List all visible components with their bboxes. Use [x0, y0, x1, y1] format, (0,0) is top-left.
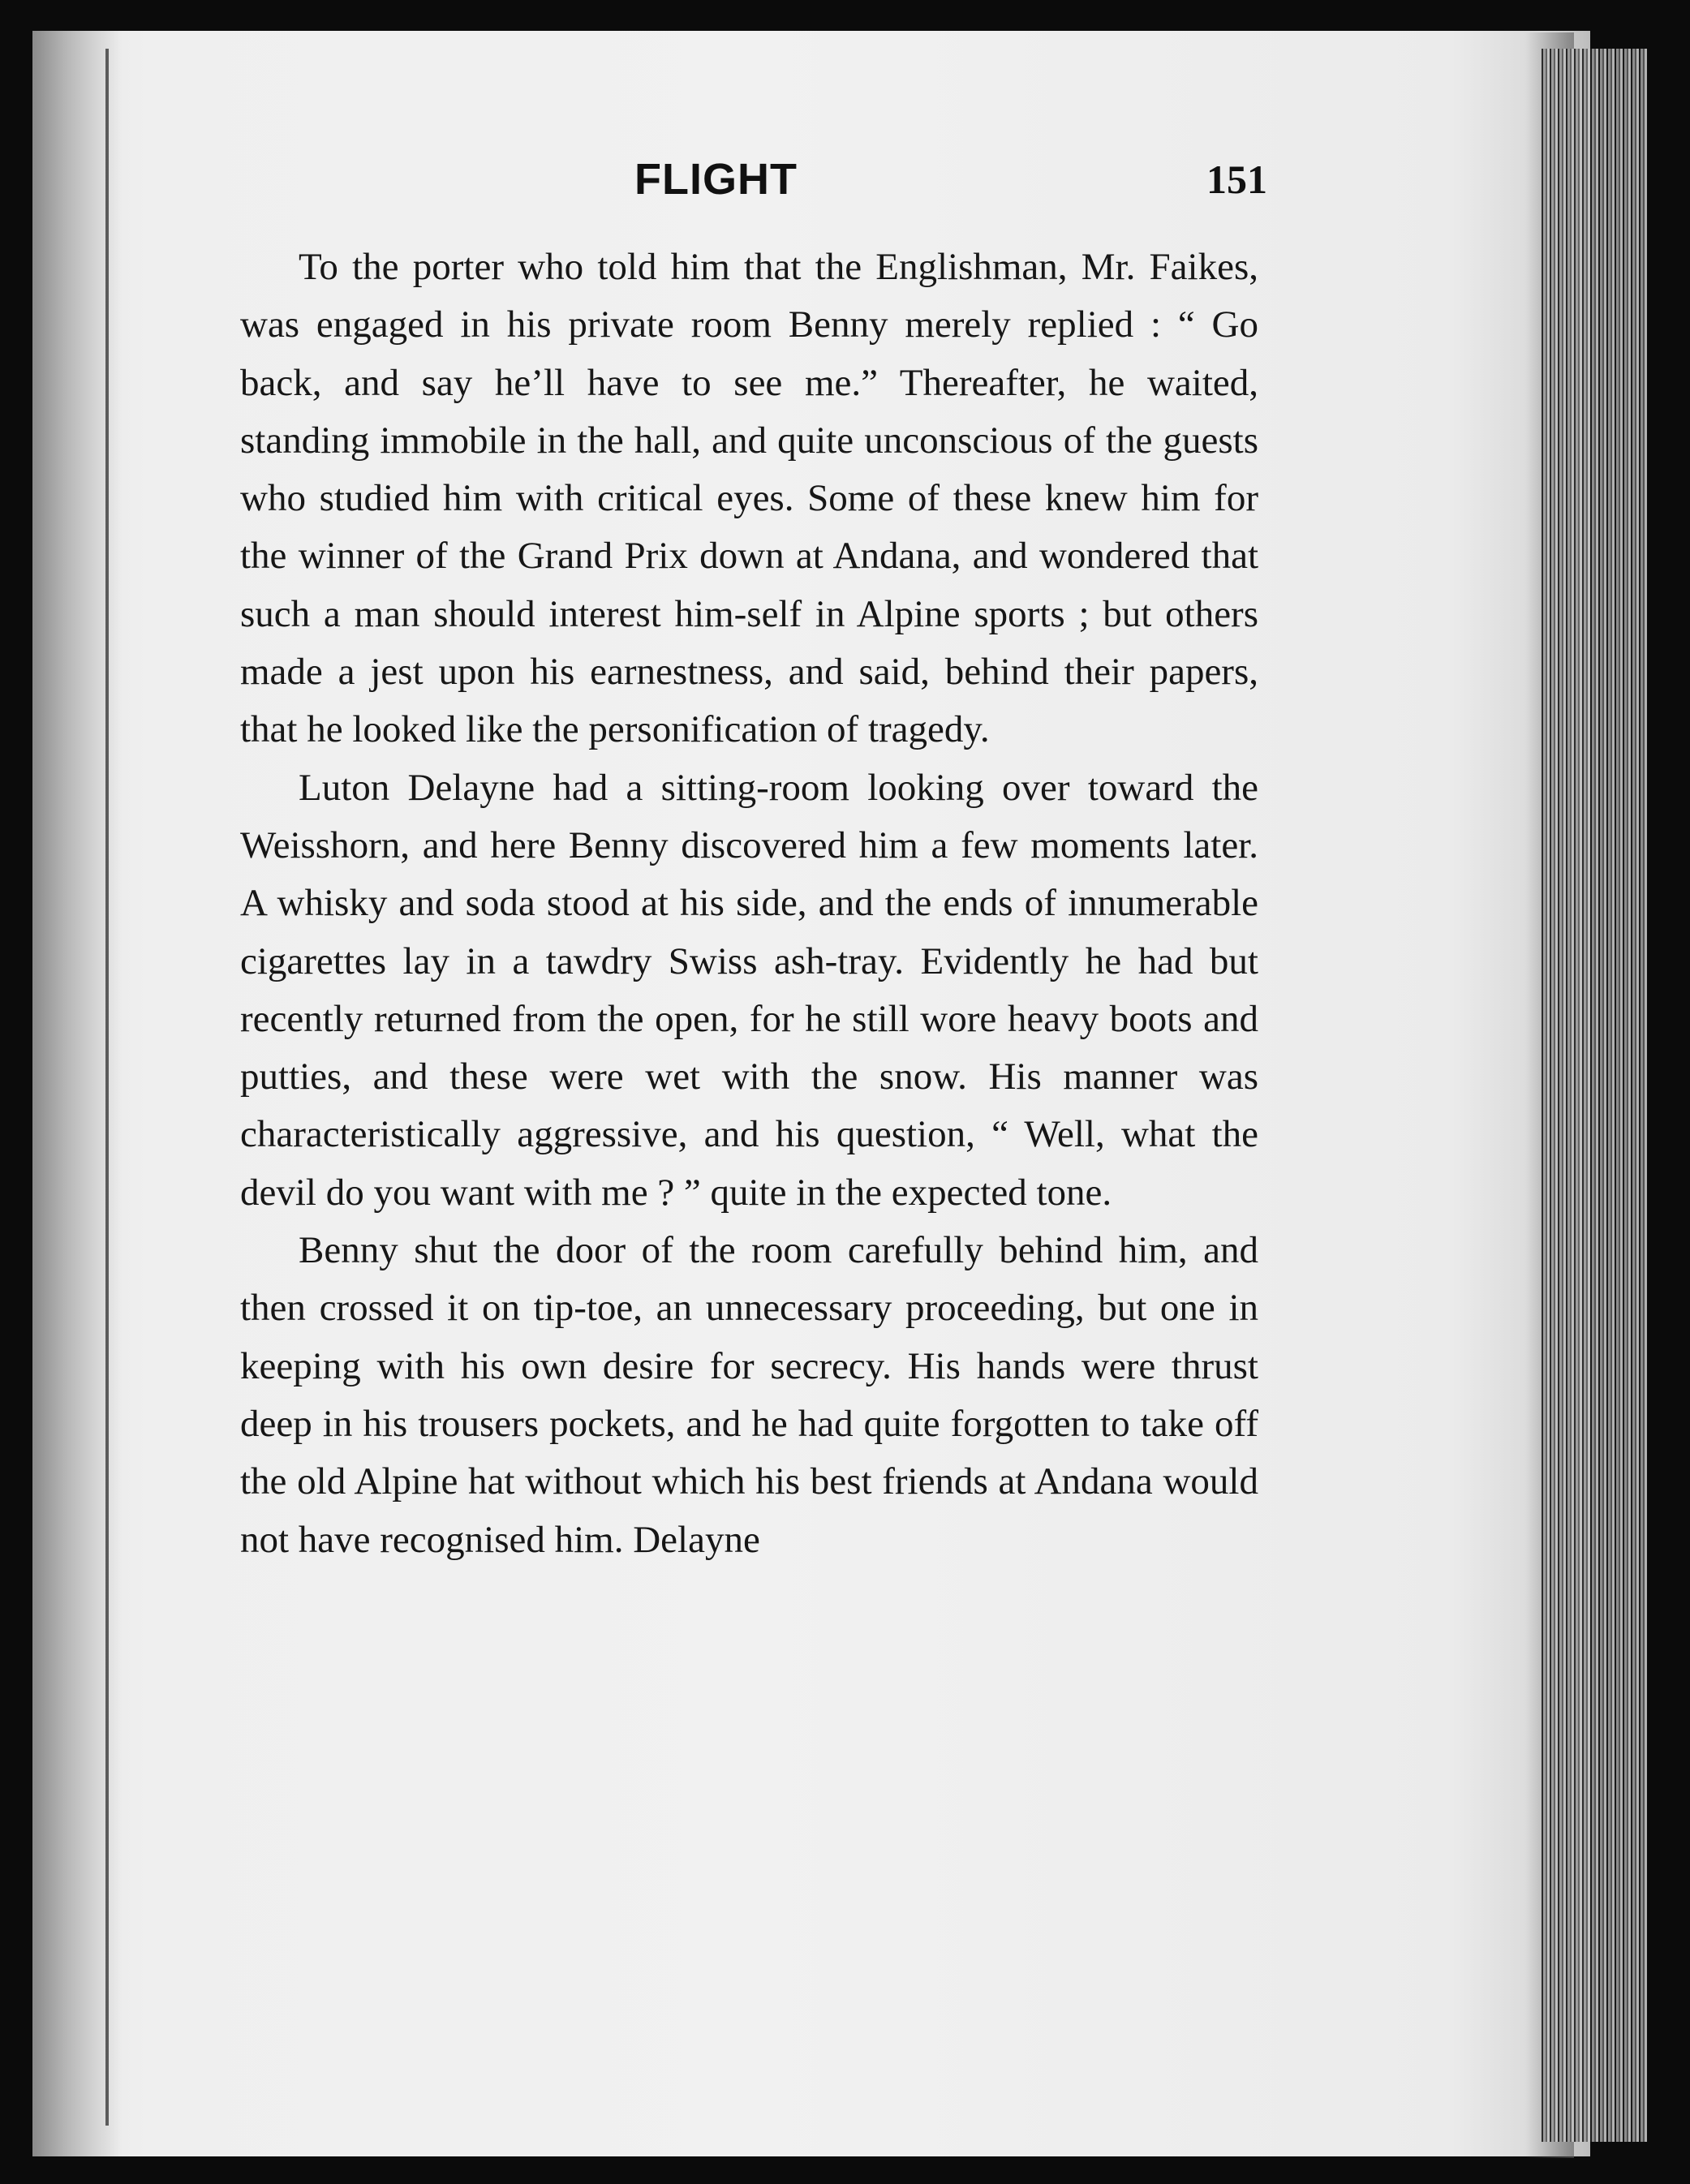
body-text — [240, 239, 1258, 1569]
page-number: 151 — [1206, 157, 1267, 202]
running-head: FLIGHT — [634, 155, 798, 204]
paragraph: Benny shut the door of the room carefully behind him, and then crossed it on tip-toe, an unnecessary proceeding, but one in keeping with his own desire for secrecy. His hands were thrust deep in his trousers pockets, and he had quite forgotten to take off the old Alpine hat without which his best friends at Andana would not have recognised him. Delayne — [240, 1229, 1258, 1561]
paragraph: Luton Delayne had a sitting-room looking over toward the Weisshorn, and here Benny discovered him a few moments later. A whisky and soda stood at his side, and the ends of innumerable cigarettes lay in a tawdry Swiss ash-tray. Evidently he had but recently returned from the open, for he still wore heavy boots and putties, and these were wet with the snow. His manner was characteristically aggressive, and his question, “ Well, what the devil do you want with me ? ” quite in the expected tone. — [240, 766, 1258, 1214]
page-stack-edges — [1542, 49, 1647, 2142]
page-header — [237, 154, 1267, 219]
spine-edge — [105, 49, 109, 2126]
paragraph: To the porter who told him that the Englishman, Mr. Faikes, was engaged in his private room Benny merely replied : “ Go back, and say he’ll have to see me.” Thereafter, he waited, standing immobile in the hall, and quite unconscious of the guests who studied him with critical eyes. Some of these knew him for the winner of the Grand Prix down at Andana, and wondered that such a man should interest him-self in Alpine sports ; but others made a jest upon his earnestness, and said, behind their papers, that he looked like the personification of tragedy. — [240, 246, 1258, 751]
